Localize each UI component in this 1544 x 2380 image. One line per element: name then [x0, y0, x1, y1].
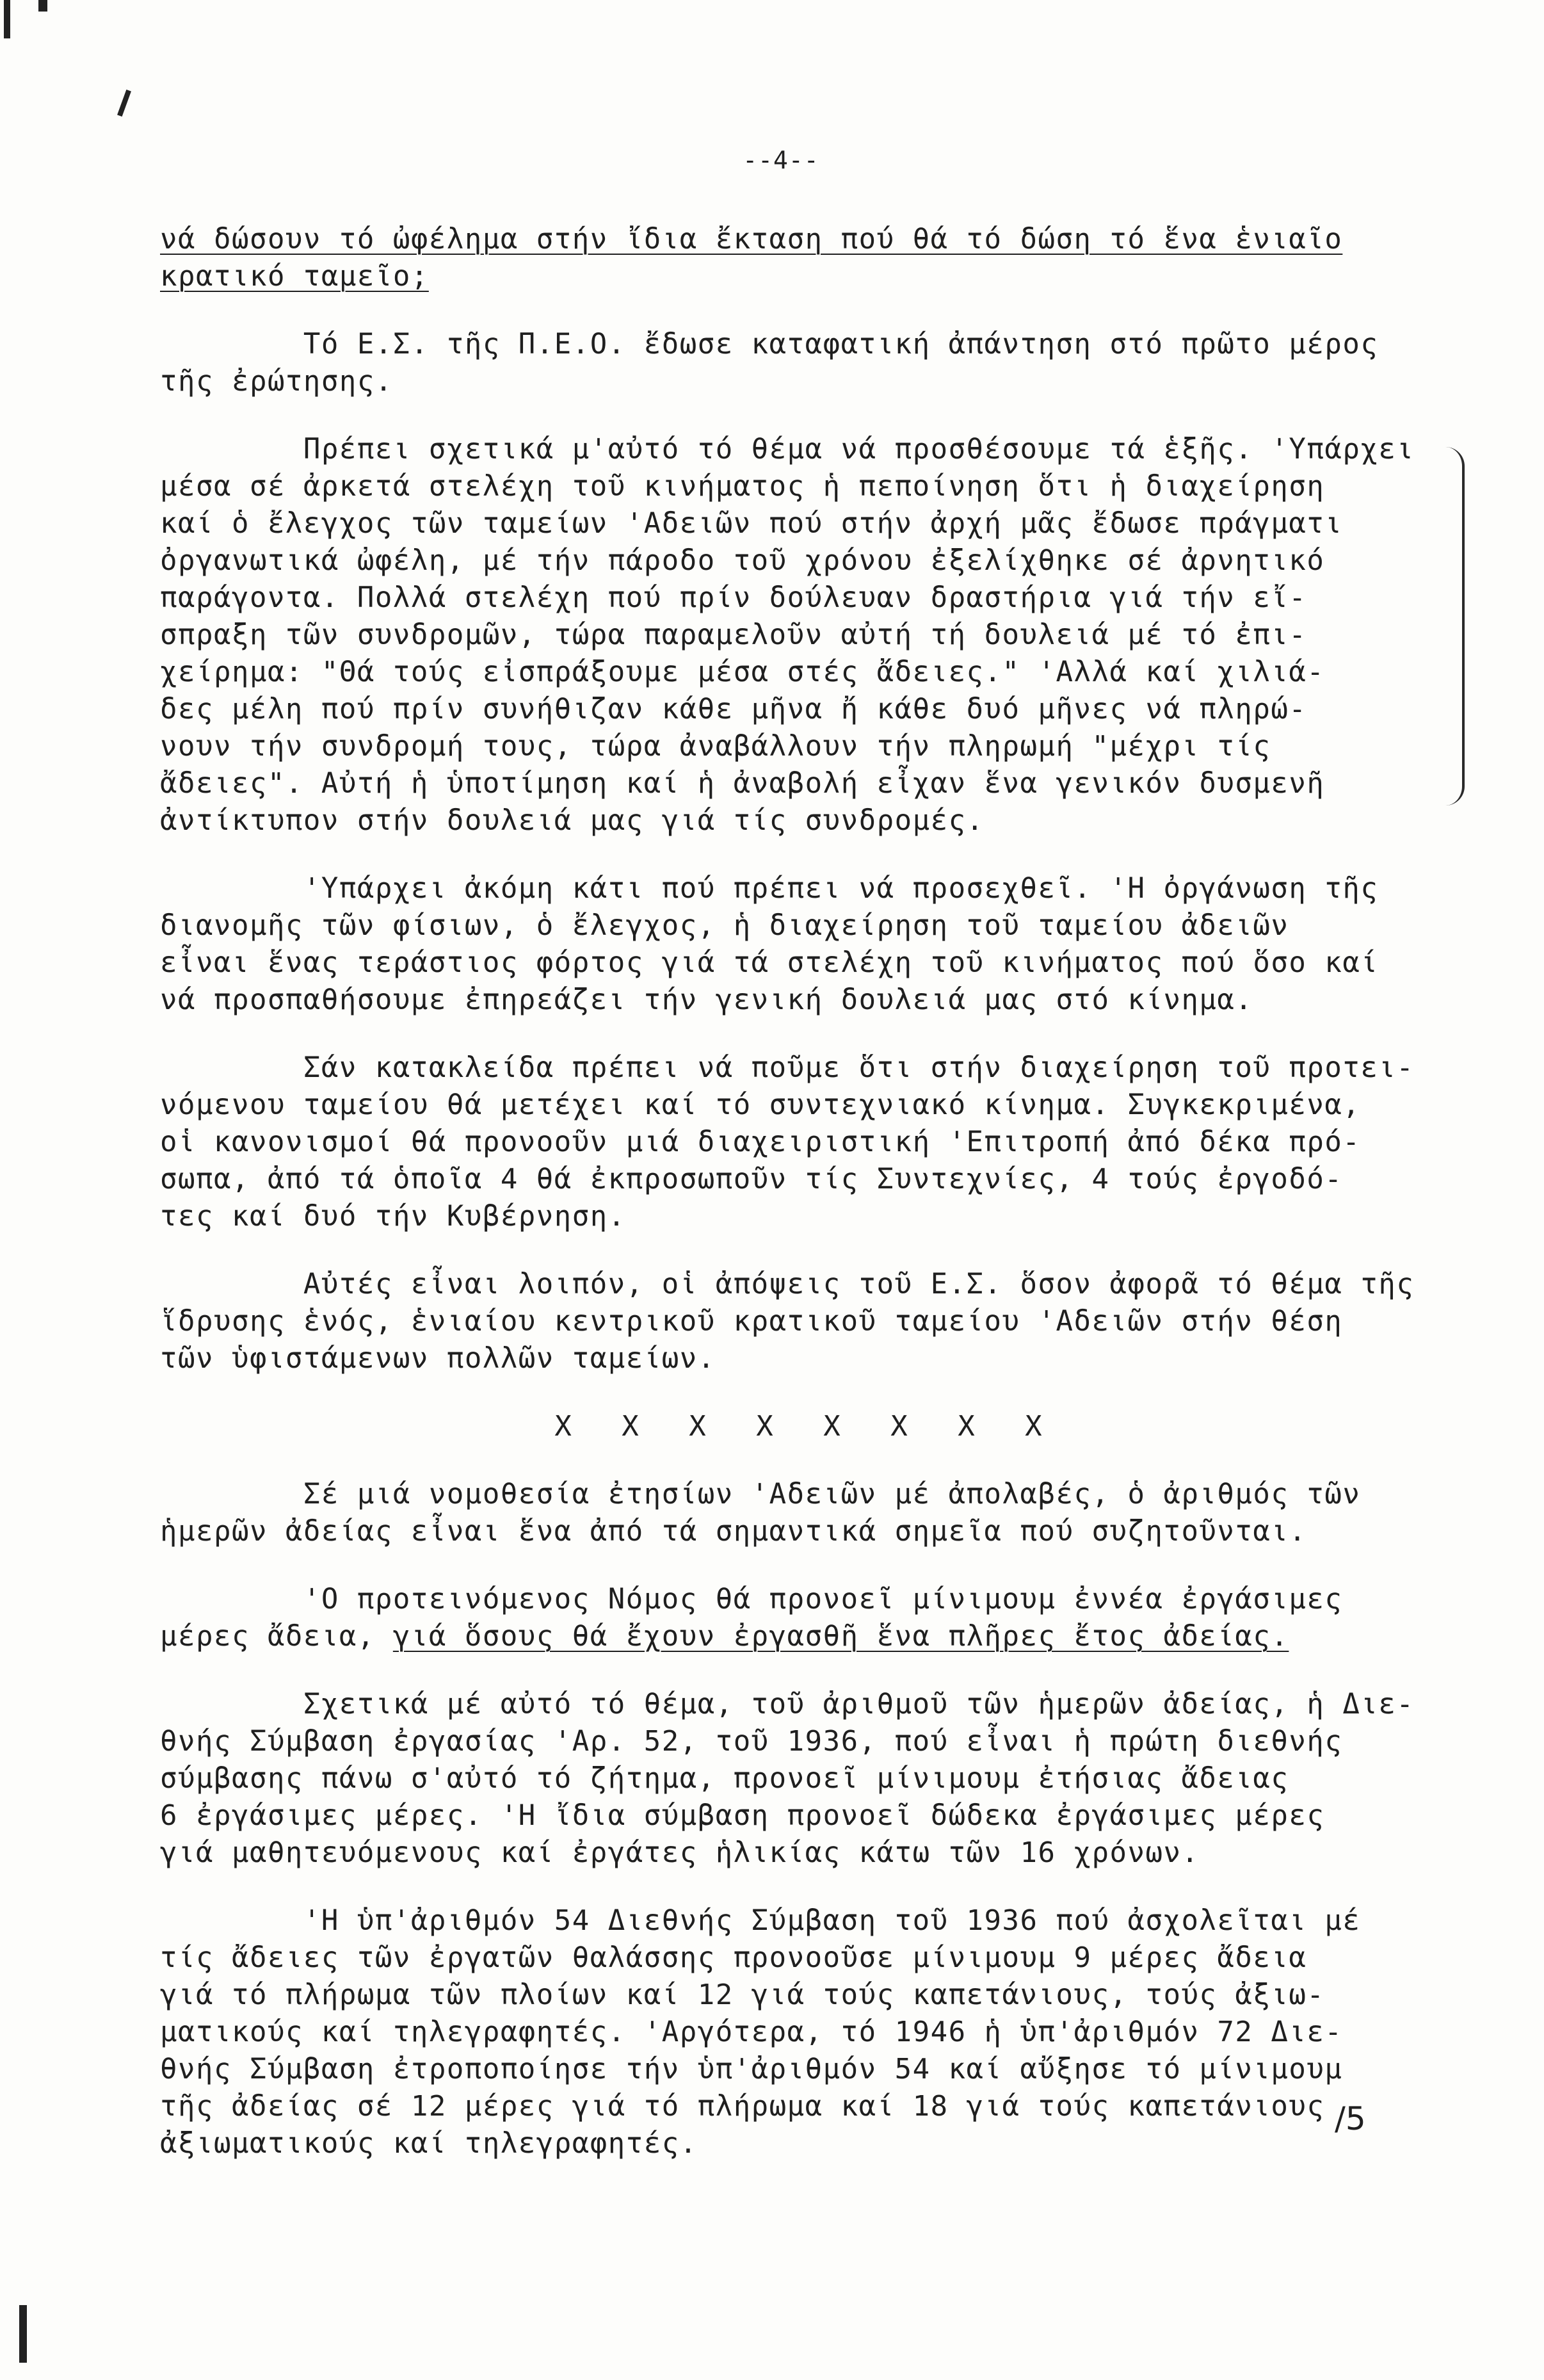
text-line: Σχετικά μέ αὐτό τό θέμα, τοῦ ἀριθμοῦ τῶν ἡμερῶν ἀδείας, ἡ Διε- — [160, 1688, 1415, 1720]
text-line: μέρες ἄδεια, — [160, 1620, 393, 1653]
text-line: τες καί δυό τήν Κυβέρνηση. — [160, 1200, 626, 1233]
text-line: νόμενου ταμείου θά μετέχει καί τό συντεχνιακό κίνημα. Συγκεκριμένα, — [160, 1089, 1361, 1121]
next-page-marker: /5 — [1335, 2100, 1366, 2137]
text-line: εἶναι ἕνας τεράστιος φόρτος γιά τά στελέχη τοῦ κινήματος πού ὅσο καί — [160, 946, 1379, 979]
text-line: νά δώσουν τό ὠφέλημα στήν ἴδια ἔκταση πού θά τό δώση τό ἕνα ἑνιαῖο — [160, 223, 1343, 255]
paragraph — [160, 1581, 1453, 1655]
paragraph — [160, 1266, 1453, 1377]
text-line: θνής Σύμβαση ἐτροποποίησε τήν ὑπ'ἀριθμόν 54 καί αὔξησε τό μίνιμουμ — [160, 2053, 1343, 2085]
text-line: ὀργανωτικά ὠφέλη, μέ τήν πάροδο τοῦ χρόνου ἐξελίχθηκε σέ ἀρνητικό — [160, 544, 1325, 577]
text-line: τῆς ἀδείας σέ 12 μέρες γιά τό πλήρωμα καί 18 γιά τούς καπετάνιους — [160, 2090, 1325, 2123]
page-number: --4-- — [743, 146, 819, 174]
text-line: Σέ μιά νομοθεσία ἐτησίων 'Αδειῶν μέ ἀπολαβές, ὁ ἀριθμός τῶν — [160, 1478, 1361, 1510]
text-line: σωπα, ἀπό τά ὁποῖα 4 θά ἐκπροσωποῦν τίς Συντεχνίες, 4 τούς ἐργοδό- — [160, 1163, 1343, 1195]
scan-artifact — [38, 0, 47, 12]
text-line: καί ὁ ἔλεγχος τῶν ταμείων 'Αδειῶν πού στήν ἀρχή μᾶς ἔδωσε πράγματι — [160, 507, 1343, 540]
text-line: Αὐτές εἶναι λοιπόν, οἱ ἀπόψεις τοῦ Ε.Σ. ὅσον ἀφορᾶ τό θέμα τῆς — [160, 1268, 1415, 1300]
text-line: Πρέπει σχετικά μ'αὐτό τό θέμα νά προσθέσουμε τά ἑξῆς. 'Υπάρχει — [160, 433, 1415, 465]
text-line: τίς ἄδειες τῶν ἐργατῶν θαλάσσης προνοοῦσε μίνιμουμ 9 μέρες ἄδεια — [160, 1941, 1307, 1974]
paragraph — [160, 431, 1453, 839]
text-line: τῶν ὑφιστάμενων πολλῶν ταμείων. — [160, 1342, 716, 1375]
text-line: 'Υπάρχει ἀκόμη κάτι πού πρέπει νά προσεχθεῖ. 'Η ὀργάνωση τῆς — [160, 872, 1379, 905]
text-line: ἵδρυσης ἑνός, ἑνιαίου κεντρικοῦ κρατικοῦ ταμείου 'Αδειῶν στήν θέση — [160, 1305, 1343, 1338]
paragraph — [160, 1476, 1453, 1550]
text-line: κρατικό ταμεῖο; — [160, 260, 429, 293]
text-line: ματικούς καί τηλεγραφητές. 'Αργότερα, τό 1946 ἡ ὑπ'ἀριθμόν 72 Διε- — [160, 2016, 1343, 2048]
paragraph — [160, 1686, 1453, 1872]
text-line: 'Η ὑπ'ἀριθμόν 54 Διεθνής Σύμβαση τοῦ 1936 πού ἀσχολεῖται μέ — [160, 1904, 1361, 1937]
text-line: οἱ κανονισμοί θά προνοοῦν μιά διαχειριστική 'Επιτροπή ἀπό δέκα πρό- — [160, 1126, 1361, 1158]
scan-artifact — [117, 90, 131, 117]
paragraph — [160, 1902, 1453, 2162]
text-line: δες μέλη πού πρίν συνήθιζαν κάθε μῆνα ἤ κάθε δυό μῆνες νά πληρώ- — [160, 693, 1307, 725]
text-line: τῆς ἐρώτησης. — [160, 365, 393, 398]
paragraph — [160, 870, 1453, 1019]
text-line: ἄδειες". Αὐτή ἡ ὑποτίμηση καί ἡ ἀναβολή εἶχαν ἕνα γενικόν δυσμενῆ — [160, 767, 1325, 800]
text-line: γιά τό πλήρωμα τῶν πλοίων καί 12 γιά τούς καπετάνιους, τούς ἀξιω- — [160, 1979, 1325, 2011]
text-line: Σάν κατακλείδα πρέπει νά ποῦμε ὅτι στήν διαχείρηση τοῦ προτει- — [160, 1051, 1415, 1084]
document-body — [160, 221, 1453, 2193]
text-line: ἀξιωματικούς καί τηλεγραφητές. — [160, 2127, 698, 2160]
text-line: 6 ἐργάσιμες μέρες. 'Η ἴδια σύμβαση προνοεῖ δώδεκα ἐργάσιμες μέρες — [160, 1799, 1325, 1832]
text-line: θνής Σύμβαση ἐργασίας 'Αρ. 52, τοῦ 1936, πού εἶναι ἡ πρώτη διεθνής — [160, 1725, 1343, 1758]
scan-artifact — [4, 0, 10, 38]
text-line: X X X X X X X X — [554, 1410, 1059, 1443]
text-line: μέσα σέ ἀρκετά στελέχη τοῦ κινήματος ἡ πεποίνηση ὅτι ἡ διαχείρηση — [160, 470, 1325, 503]
section-separator — [160, 1408, 1453, 1445]
text-line: σύμβασης πάνω σ'αὐτό τό ζήτημα, προνοεῖ μίνιμουμ ἐτήσιας ἄδειας — [160, 1762, 1289, 1795]
text-line: γιά μαθητευόμενους καί ἐργάτες ἡλικίας κάτω τῶν 16 χρόνων. — [160, 1836, 1200, 1869]
text-line: χείρημα: "Θά τούς εἰσπράξουμε μέσα στές ἄδειες." 'Αλλά καί χιλιά- — [160, 656, 1325, 688]
paragraph — [160, 1049, 1453, 1235]
paragraph — [160, 326, 1453, 400]
text-line: νουν τήν συνδρομή τους, τώρα ἀναβάλλουν τήν πληρωμή "μέχρι τίς — [160, 730, 1271, 763]
scan-artifact — [19, 2305, 27, 2363]
text-line: ἀντίκτυπον στήν δουλειά μας γιά τίς συνδρομές. — [160, 804, 985, 837]
text-line: Τό Ε.Σ. τῆς Π.Ε.Ο. ἔδωσε καταφατική ἀπάντηση στό πρῶτο μέρος — [160, 328, 1379, 360]
text-line: παράγοντα. Πολλά στελέχη πού πρίν δούλευαν δραστήρια γιά τήν εἴ- — [160, 581, 1307, 614]
text-line: νά προσπαθήσουμε ἐπηρεάζει τήν γενική δουλειά μας στό κίνημα. — [160, 984, 1253, 1016]
text-line: σπραξη τῶν συνδρομῶν, τώρα παραμελοῦν αὐτή τή δουλειά μέ τό ἐπι- — [160, 619, 1307, 651]
text-line: ἡμερῶν ἀδείας εἶναι ἕνα ἀπό τά σημαντικά σημεῖα πού συζητοῦνται. — [160, 1515, 1307, 1548]
text-line: διανομῆς τῶν φίσιων, ὁ ἔλεγχος, ἡ διαχείρηση τοῦ ταμείου ἀδειῶν — [160, 909, 1289, 942]
text-line: 'Ο προτεινόμενος Νόμος θά προνοεῖ μίνιμουμ ἐννέα ἐργάσιμες — [160, 1583, 1343, 1615]
paragraph — [160, 221, 1453, 295]
underlined-phrase: γιά ὅσους θά ἔχουν ἐργασθῆ ἕνα πλῆρες ἔτος ἀδείας. — [392, 1620, 1289, 1653]
